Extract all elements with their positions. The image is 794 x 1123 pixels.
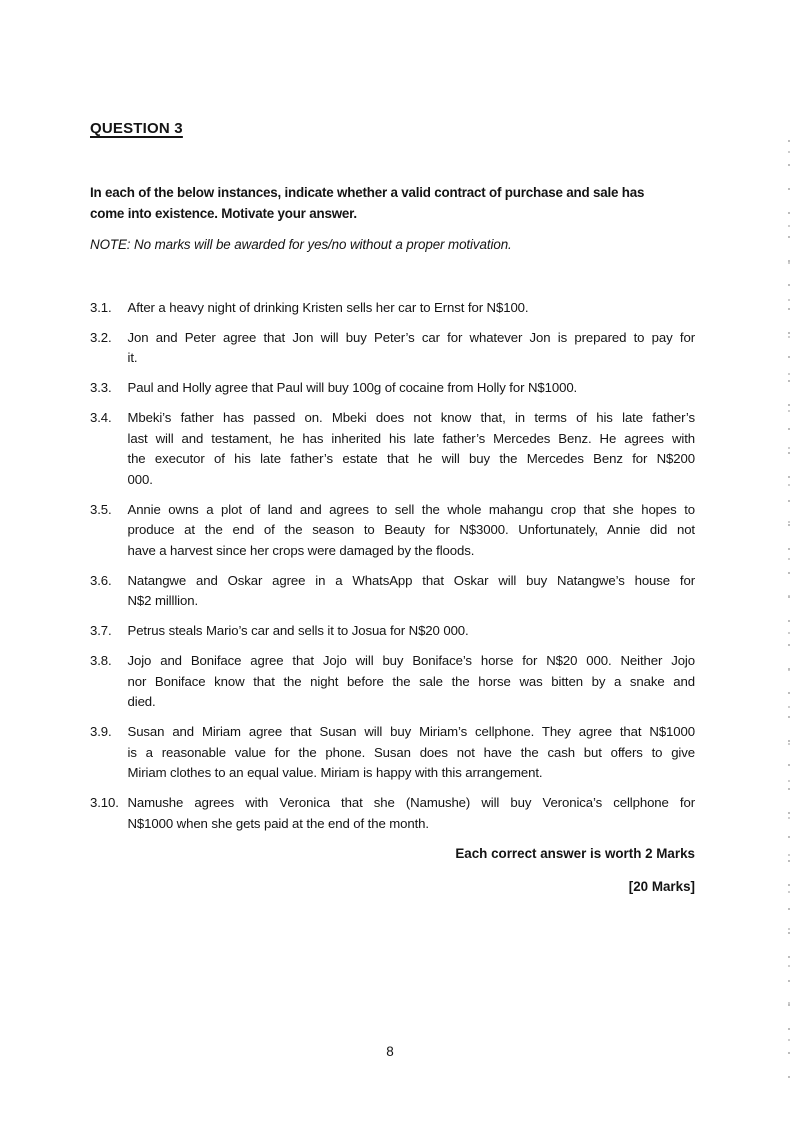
question-number: 3.1. xyxy=(90,299,112,315)
question-text-line: Paul and Holly agree that Paul will buy 100g of cocaine from Holly for N$1000. xyxy=(127,380,578,395)
question-number: 3.6. xyxy=(90,572,112,588)
question-text xyxy=(128,793,696,834)
question-text-line: produce at the end of the season to Beauty for N$3000. Unfortunately, Annie did not xyxy=(127,522,695,537)
question-item xyxy=(90,793,695,834)
question-text xyxy=(128,328,696,369)
question-text-line: N$2 milllion. xyxy=(127,593,199,608)
question-item xyxy=(90,621,695,642)
question-text-line: Susan and Miriam agree that Susan will buy Miriam’s cellphone. They agree that N$1000 xyxy=(127,724,695,739)
question-text xyxy=(128,621,696,642)
question-text-line: is a reasonable value for the phone. Susan does not have the cash but offers to give xyxy=(127,744,695,760)
question-text-line: Mbeki’s father has passed on. Mbeki does not know that, in terms of his late father’s xyxy=(127,410,695,425)
question-text-line: nor Boniface know that the night before the sale the horse was bitten by a snake and xyxy=(127,673,695,689)
question-number: 3.4. xyxy=(90,410,112,425)
question-list xyxy=(90,298,695,835)
question-text xyxy=(128,500,696,562)
intro-line: come into existence. Motivate your answer. xyxy=(90,205,357,221)
intro-line: In each of the below instances, indicate whether a valid contract of purchase and sale has xyxy=(90,185,645,200)
question-number: 3.5. xyxy=(90,501,112,517)
intro-paragraph xyxy=(90,183,695,224)
question-heading: QUESTION 3 xyxy=(90,120,183,137)
question-text-line: last will and testament, he has inherited his late father’s Mercedes Benz. He agrees with xyxy=(127,430,695,446)
scan-artifact-edge xyxy=(788,140,790,1100)
question-text-line: Miriam clothes to an equal value. Miriam is happy with this arrangement. xyxy=(127,765,543,780)
question-text xyxy=(128,298,696,319)
question-number: 3.9. xyxy=(90,724,112,739)
question-number: 3.10. xyxy=(90,795,119,810)
question-item xyxy=(90,378,695,399)
question-text xyxy=(128,722,696,784)
question-text xyxy=(128,651,696,713)
question-number: 3.8. xyxy=(90,653,112,668)
question-item xyxy=(90,651,695,713)
question-text-line: 000. xyxy=(127,471,153,487)
total-marks: [20 Marks] xyxy=(628,878,695,894)
question-number: 3.7. xyxy=(90,623,112,638)
page-number: 8 xyxy=(386,1044,394,1059)
question-text-line: died. xyxy=(127,694,156,709)
question-number: 3.2. xyxy=(90,329,112,345)
question-text-line: have a harvest since her crops were damaged by the floods. xyxy=(127,542,475,558)
note-text: NOTE: No marks will be awarded for yes/no without a proper motivation. xyxy=(90,237,512,252)
question-item xyxy=(90,328,695,369)
question-text-line: Jon and Peter agree that Jon will buy Peter’s car for whatever Jon is prepared to pay for xyxy=(127,329,695,345)
page-content xyxy=(90,0,695,897)
question-item xyxy=(90,408,695,490)
question-item xyxy=(90,722,695,784)
question-text-line: it. xyxy=(127,350,138,365)
question-item xyxy=(90,500,695,562)
question-number: 3.3. xyxy=(90,380,112,395)
question-text xyxy=(128,571,696,612)
question-text xyxy=(128,408,696,490)
question-text-line: Natangwe and Oskar agree in a WhatsApp that Oskar will buy Natangwe’s house for xyxy=(127,572,695,588)
question-item xyxy=(90,298,695,319)
question-text-line: After a heavy night of drinking Kristen sells her car to Ernst for N$100. xyxy=(127,299,529,315)
question-text-line: N$1000 when she gets paid at the end of the month. xyxy=(127,815,429,831)
question-text-line: Annie owns a plot of land and agrees to sell the whole mahangu crop that she hopes to xyxy=(127,501,695,517)
question-text xyxy=(128,378,696,399)
question-text-line: Namushe agrees with Veronica that she (Namushe) will buy Veronica’s cellphone for xyxy=(127,795,695,810)
question-item xyxy=(90,571,695,612)
marks-per-answer-note: Each correct answer is worth 2 Marks xyxy=(455,845,695,861)
question-text-line: Petrus steals Mario’s car and sells it to Josua for N$20 000. xyxy=(127,623,469,638)
question-text-line: the executor of his late father’s estate that he will buy the Mercedes Benz for N$200 xyxy=(127,451,695,466)
question-text-line: Jojo and Boniface agree that Jojo will buy Boniface’s horse for N$20 000. Neither Jojo xyxy=(127,653,695,668)
